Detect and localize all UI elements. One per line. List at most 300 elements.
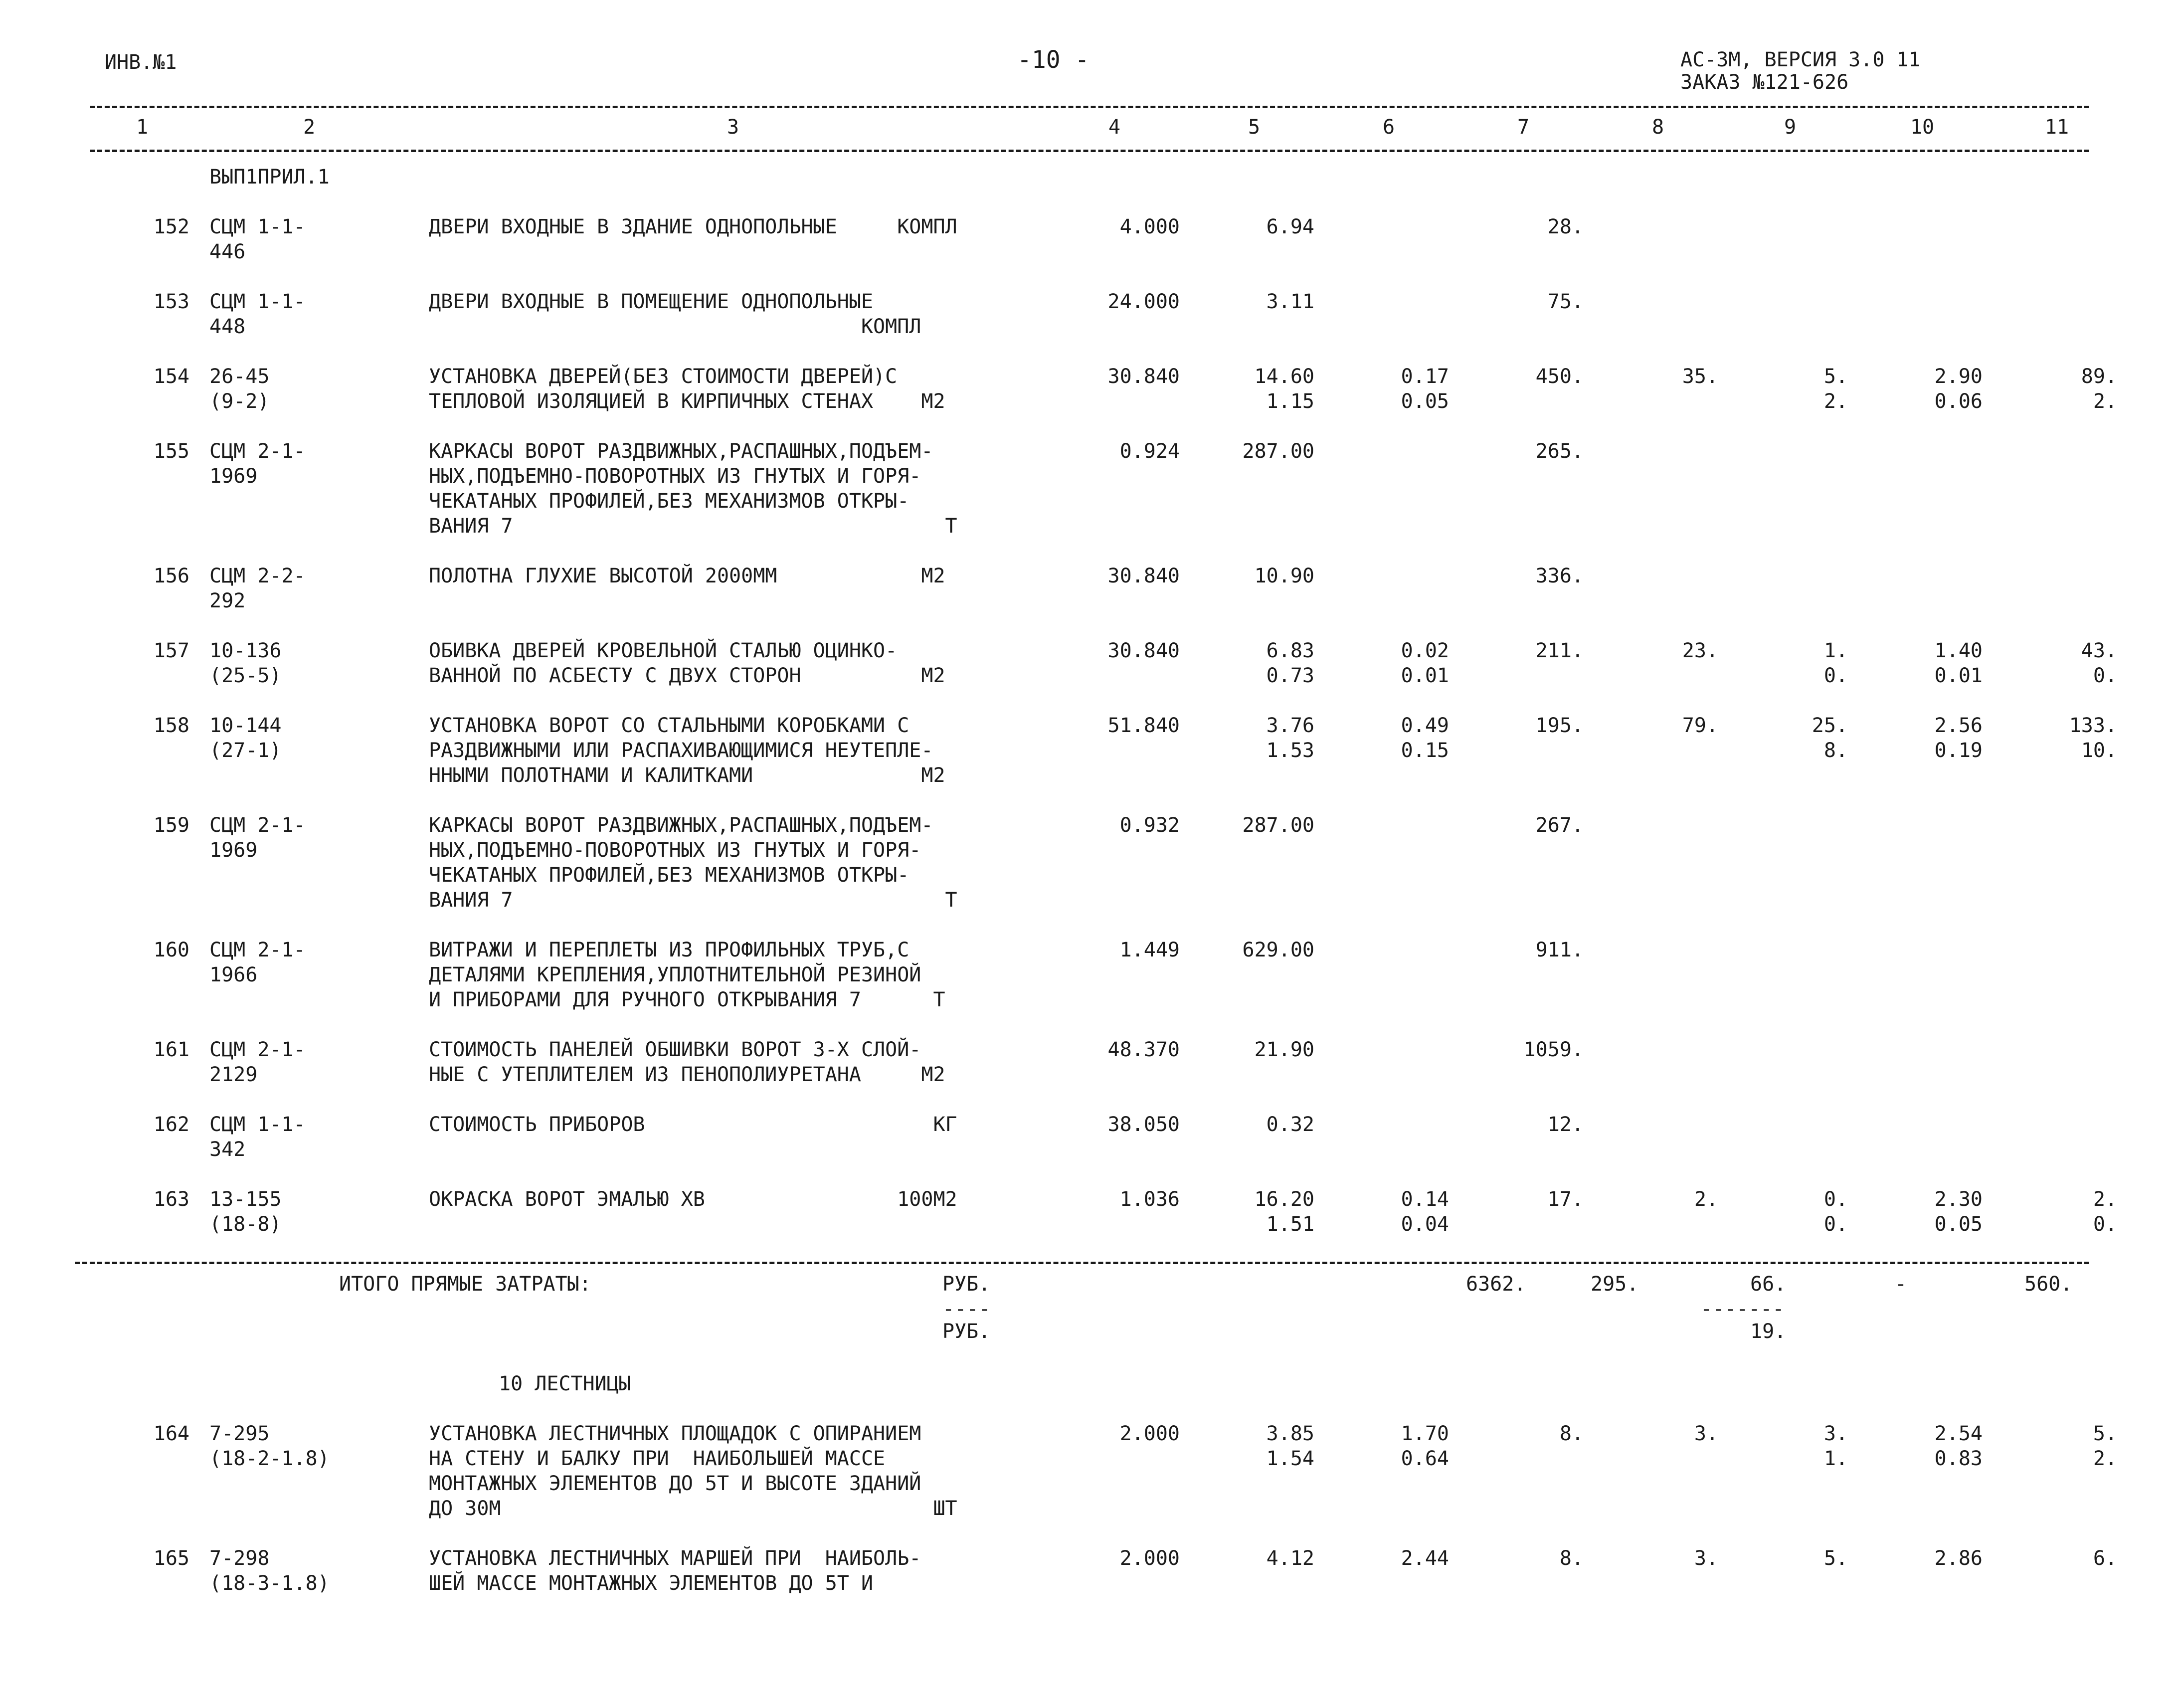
- value-c6b: 0.01: [1401, 664, 1449, 687]
- cell: [1456, 763, 1591, 788]
- top-rule: [90, 106, 2089, 108]
- value-c11b: 10.: [2081, 739, 2117, 762]
- value-c11: [1990, 938, 2124, 962]
- value-c7: 450.: [1535, 365, 1584, 388]
- cell: [1725, 239, 1855, 264]
- quantity: [1042, 389, 1187, 414]
- cell: [1042, 239, 1187, 264]
- table-row: [90, 713, 2117, 738]
- cell: [1456, 239, 1591, 264]
- cell: [1855, 888, 1990, 913]
- value-c9: [1725, 289, 1855, 314]
- value-c7: 17.: [1547, 1188, 1584, 1211]
- work-description: КАРКАСЫ ВОРОТ РАЗДВИЖНЫХ,РАСПАШНЫХ,ПОДЪЕМ-: [429, 440, 933, 463]
- value-c5b: 1.51: [1266, 1213, 1314, 1236]
- value-c7: 1059.: [1523, 1038, 1584, 1061]
- row-number: [90, 1062, 194, 1087]
- cell: [1456, 514, 1591, 539]
- norm-code: СЦМ 2-1-: [209, 939, 306, 961]
- cell: [1591, 514, 1725, 539]
- row-number: [90, 1212, 194, 1237]
- cell: [1855, 489, 1990, 514]
- table-row: [90, 638, 2117, 663]
- value-c10: [1855, 439, 1990, 464]
- value-c6: [1321, 439, 1456, 464]
- cell: [1042, 863, 1187, 888]
- value-c8: [1591, 1446, 1725, 1471]
- table-row: [90, 1112, 2089, 1137]
- value-c10: [1855, 289, 1990, 314]
- cell: [1855, 863, 1990, 888]
- row-number: [90, 663, 194, 688]
- row-number: 159: [153, 814, 189, 837]
- value-c10b: 0.19: [1934, 739, 1983, 762]
- work-description: СТОИМОСТЬ ПРИБОРОВ КГ: [429, 1113, 957, 1136]
- cell: [1456, 165, 1591, 190]
- cell: [1855, 1137, 1990, 1162]
- value-c6b: 0.64: [1401, 1447, 1449, 1470]
- work-description: ВАННОЙ ПО АСБЕСТУ С ДВУХ СТОРОН М2: [429, 664, 945, 687]
- value-c9b: 8.: [1823, 739, 1848, 762]
- quantity: 4.000: [1119, 215, 1180, 238]
- header-rule: [90, 150, 2089, 152]
- norm-code: [194, 1471, 424, 1496]
- table-row: [90, 1421, 2117, 1446]
- value-c7: [1456, 663, 1591, 688]
- cell: [1591, 1371, 1725, 1396]
- totals-rule: [75, 1262, 2089, 1264]
- cell: [1187, 863, 1321, 888]
- quantity: 1.449: [1119, 939, 1180, 961]
- cell: [1990, 239, 2124, 264]
- totals-c9-dashes: -------: [1700, 1298, 1785, 1321]
- value-c9: 1.: [1823, 639, 1848, 662]
- row-number: 162: [153, 1113, 189, 1136]
- value-c5: 3.85: [1266, 1422, 1314, 1445]
- value-c8: 2.: [1694, 1188, 1718, 1211]
- table-row-continuation: [90, 1471, 2089, 1496]
- norm-code: 10-144: [209, 714, 282, 737]
- value-c7: 8.: [1559, 1547, 1584, 1570]
- work-description: УСТАНОВКА ВОРОТ СО СТАЛЬНЫМИ КОРОБКАМИ С: [429, 714, 909, 737]
- table-row-continuation: [90, 763, 2089, 788]
- row-gap: [90, 788, 2089, 813]
- section-label: ВЫП1ПРИЛ.1: [209, 166, 330, 189]
- cell: [1042, 514, 1187, 539]
- table-row-continuation: [90, 1212, 2117, 1237]
- norm-code: (18-8): [209, 1213, 282, 1236]
- column-header: 11: [2044, 116, 2069, 139]
- value-c7: [1456, 389, 1591, 414]
- norm-code: [194, 763, 424, 788]
- totals-c10: -: [1895, 1273, 1907, 1296]
- norm-code: СЦМ 2-1-: [209, 1038, 306, 1061]
- value-c9: [1725, 813, 1855, 838]
- cell: [1187, 1371, 1321, 1396]
- row-gap: [90, 264, 2089, 289]
- table-row-continuation: [90, 838, 2089, 863]
- cell: [1990, 987, 2124, 1012]
- table-row: [90, 1037, 2089, 1062]
- cell: [1725, 1371, 1855, 1396]
- row-number: 161: [153, 1038, 189, 1061]
- cell: [1725, 588, 1855, 613]
- row-number: [90, 962, 194, 987]
- norm-code: (27-1): [209, 739, 282, 762]
- totals-c9: 66.: [1750, 1273, 1787, 1296]
- table-row: [90, 938, 2089, 962]
- value-c7: 265.: [1535, 440, 1584, 463]
- cell: [1042, 1137, 1187, 1162]
- quantity: 24.000: [1107, 290, 1180, 313]
- cell: [1990, 165, 2124, 190]
- column-header: 9: [1784, 116, 1797, 139]
- section-title-row: [90, 1371, 2089, 1396]
- table-row-continuation: [90, 888, 2089, 913]
- cell: [1321, 962, 1456, 987]
- cell: [1321, 1137, 1456, 1162]
- value-c6: 0.02: [1401, 639, 1449, 662]
- cell: [1725, 987, 1855, 1012]
- cell: [1725, 888, 1855, 913]
- norm-code: [194, 888, 424, 913]
- work-description: КАРКАСЫ ВОРОТ РАЗДВИЖНЫХ,РАСПАШНЫХ,ПОДЪЕМ-: [429, 814, 933, 837]
- table-row-continuation: [90, 987, 2089, 1012]
- row-number: [90, 1571, 194, 1596]
- cell: [1591, 165, 1725, 190]
- norm-code: 10-136: [209, 639, 282, 662]
- cell: [1591, 1571, 1725, 1596]
- row-number: [90, 1471, 194, 1496]
- value-c10: 2.90: [1934, 365, 1983, 388]
- cell: [1042, 489, 1187, 514]
- cell: [1591, 1062, 1725, 1087]
- cell: [1321, 314, 1456, 339]
- cell: [1591, 863, 1725, 888]
- value-c6: [1321, 813, 1456, 838]
- norm-code: 7-295: [209, 1422, 270, 1445]
- cell: [1855, 763, 1990, 788]
- row-gap: [90, 1237, 2089, 1262]
- value-c7: 211.: [1535, 639, 1584, 662]
- work-description: ЧЕКАТАНЫХ ПРОФИЛЕЙ,БЕЗ МЕХАНИЗМОВ ОТКРЫ-: [429, 490, 909, 513]
- norm-code: [194, 863, 424, 888]
- value-c5: 6.83: [1266, 639, 1314, 662]
- cell: [1456, 489, 1591, 514]
- table-row-continuation: [90, 738, 2117, 763]
- page-number: -10 -: [1017, 46, 1090, 74]
- value-c7: 12.: [1547, 1113, 1584, 1136]
- cell: [1456, 863, 1591, 888]
- value-c5: 10.90: [1254, 565, 1314, 587]
- value-c6: [1321, 564, 1456, 588]
- quantity: 2.000: [1119, 1422, 1180, 1445]
- cell: [1990, 1371, 2124, 1396]
- totals-label: ИТОГО ПРЯМЫЕ ЗАТРАТЫ:: [339, 1273, 591, 1296]
- cell: [1456, 464, 1591, 489]
- value-c11: 43.: [2081, 639, 2117, 662]
- section-label-row: [90, 165, 2089, 190]
- cell: [1855, 1496, 1990, 1521]
- table-row-continuation: [90, 588, 2089, 613]
- cell: [1990, 314, 2124, 339]
- value-c6: [1321, 214, 1456, 239]
- value-c7: 911.: [1535, 939, 1584, 961]
- value-c10b: 0.05: [1934, 1213, 1983, 1236]
- cell: [1591, 489, 1725, 514]
- totals-c7: 6362.: [1466, 1273, 1526, 1296]
- norm-code: (25-5): [209, 664, 282, 687]
- value-c5: 3.11: [1266, 290, 1314, 313]
- cell: [1591, 962, 1725, 987]
- row-number: 155: [153, 440, 189, 463]
- table-row: [90, 214, 2089, 239]
- value-c8: [1591, 214, 1725, 239]
- value-c10: [1855, 214, 1990, 239]
- value-c11: 89.: [2081, 365, 2117, 388]
- cell: [1187, 588, 1321, 613]
- totals-unit-2: РУБ.: [942, 1320, 991, 1343]
- value-c11b: 2.: [2093, 1447, 2117, 1470]
- cell: [194, 1371, 424, 1396]
- column-header: 10: [1910, 116, 1935, 139]
- row-number: 153: [153, 290, 189, 313]
- column-header: 5: [1248, 116, 1261, 139]
- value-c8: [1591, 1037, 1725, 1062]
- value-c8: [1591, 1212, 1725, 1237]
- cell: [1456, 588, 1591, 613]
- value-c11: [1990, 813, 2124, 838]
- work-description: НЫХ,ПОДЪЕМНО-ПОВОРОТНЫХ ИЗ ГНУТЫХ И ГОРЯ-: [429, 465, 921, 488]
- norm-code: (9-2): [209, 390, 270, 413]
- cell: [1321, 588, 1456, 613]
- work-description: ДО 30М ШТ: [429, 1497, 957, 1520]
- cell: [1456, 1571, 1591, 1596]
- cell: [1855, 314, 1990, 339]
- cell: [1321, 489, 1456, 514]
- cell: [1990, 888, 2124, 913]
- work-description: [424, 1137, 1042, 1162]
- norm-code: [194, 489, 424, 514]
- cell: [1187, 987, 1321, 1012]
- cell: [1187, 1062, 1321, 1087]
- value-c8: 35.: [1682, 365, 1718, 388]
- row-gap: [90, 414, 2089, 439]
- value-c11: 133.: [2069, 714, 2117, 737]
- cell: [1855, 239, 1990, 264]
- cell: [1042, 962, 1187, 987]
- cell: [1855, 838, 1990, 863]
- row-number: [90, 1446, 194, 1471]
- quantity: 0.932: [1119, 814, 1180, 837]
- cell: [1187, 1471, 1321, 1496]
- work-description: [424, 588, 1042, 613]
- value-c10: 2.56: [1934, 714, 1983, 737]
- totals-block: [90, 1262, 2089, 1371]
- value-c5: 21.90: [1254, 1038, 1314, 1061]
- value-c10: [1855, 564, 1990, 588]
- value-c8: [1591, 389, 1725, 414]
- row-number: [90, 1496, 194, 1521]
- norm-code: СЦМ 1-1-: [209, 1113, 306, 1136]
- table-row-continuation: [90, 239, 2089, 264]
- work-description: УСТАНОВКА ЛЕСТНИЧНЫХ МАРШЕЙ ПРИ НАИБОЛЬ-: [429, 1547, 921, 1570]
- value-c10b: 0.01: [1934, 664, 1983, 687]
- cell: [1456, 962, 1591, 987]
- cell: [1321, 1062, 1456, 1087]
- quantity: 30.840: [1107, 565, 1180, 587]
- value-c11b: 0.: [2093, 1213, 2117, 1236]
- row-gap: [90, 339, 2089, 364]
- quantity: [1042, 1446, 1187, 1471]
- value-c8: 79.: [1682, 714, 1718, 737]
- cell: [1456, 1137, 1591, 1162]
- cell: [1725, 1496, 1855, 1521]
- value-c6: 0.49: [1401, 714, 1449, 737]
- value-c5: 287.00: [1242, 440, 1314, 463]
- cell: [1456, 987, 1591, 1012]
- work-description: ОБИВКА ДВЕРЕЙ КРОВЕЛЬНОЙ СТАЛЬЮ ОЦИНКО-: [429, 639, 898, 662]
- norm-code: 26-45: [209, 365, 270, 388]
- cell: [1042, 1062, 1187, 1087]
- cell: [1321, 1496, 1456, 1521]
- column-header: 8: [1651, 116, 1664, 139]
- row-number: [90, 1137, 194, 1162]
- quantity: 1.036: [1119, 1188, 1180, 1211]
- work-description: И ПРИБОРАМИ ДЛЯ РУЧНОГО ОТКРЫВАНИЯ 7 Т: [429, 988, 945, 1011]
- column-header: 1: [136, 116, 149, 139]
- row-number: [90, 838, 194, 863]
- work-description: ДВЕРИ ВХОДНЫЕ В ПОМЕЩЕНИЕ ОДНОПОЛЬНЫЕ: [429, 290, 874, 313]
- value-c6b: 0.05: [1401, 390, 1449, 413]
- cell: [1042, 1571, 1187, 1596]
- value-c6: [1321, 938, 1456, 962]
- quantity: 30.840: [1107, 639, 1180, 662]
- table-row: [90, 364, 2117, 389]
- cell: [1591, 239, 1725, 264]
- value-c10: 2.86: [1934, 1547, 1983, 1570]
- cell: [1725, 1471, 1855, 1496]
- cell: [1187, 763, 1321, 788]
- value-c10b: 0.06: [1934, 390, 1983, 413]
- cell: [1456, 1062, 1591, 1087]
- program-version: АС-3М, ВЕРСИЯ 3.0 11: [1680, 48, 1921, 71]
- value-c11: [1990, 1112, 2124, 1137]
- norm-code: [194, 987, 424, 1012]
- cell: [1725, 763, 1855, 788]
- norm-code: (18-2-1.8): [209, 1447, 330, 1470]
- cell: [1990, 1571, 2124, 1596]
- cell: [1456, 888, 1591, 913]
- row-gap: [90, 1087, 2089, 1112]
- norm-code: 1969: [209, 839, 258, 862]
- table-row: [90, 813, 2089, 838]
- value-c8: 3.: [1694, 1422, 1718, 1445]
- value-c11: 2.: [2093, 1188, 2117, 1211]
- cell: [1321, 888, 1456, 913]
- value-c5: 0.32: [1266, 1113, 1314, 1136]
- value-c6: [1321, 1112, 1456, 1137]
- work-description: УСТАНОВКА ЛЕСТНИЧНЫХ ПЛОЩАДОК С ОПИРАНИЕМ: [429, 1422, 921, 1445]
- cell: [1990, 1137, 2124, 1162]
- value-c9: [1725, 564, 1855, 588]
- work-description: ННЫМИ ПОЛОТНАМИ И КАЛИТКАМИ М2: [429, 764, 945, 787]
- work-description: ДВЕРИ ВХОДНЫЕ В ЗДАНИЕ ОДНОПОЛЬНЫЕ КОМПЛ: [429, 215, 957, 238]
- work-description: ВИТРАЖИ И ПЕРЕПЛЕТЫ ИЗ ПРОФИЛЬНЫХ ТРУБ,С: [429, 939, 909, 961]
- row-number: [90, 588, 194, 613]
- table-row-continuation: [90, 1137, 2089, 1162]
- norm-code: СЦМ 2-1-: [209, 814, 306, 837]
- value-c6b: 0.15: [1401, 739, 1449, 762]
- cell: [1990, 962, 2124, 987]
- value-c8: [1591, 564, 1725, 588]
- value-c10: 1.40: [1934, 639, 1983, 662]
- table-row: [90, 439, 2089, 464]
- work-description: [424, 239, 1042, 264]
- order-number: ЗАКАЗ №121-626: [1680, 71, 1849, 94]
- section-title: 10 ЛЕСТНИЦЫ: [499, 1372, 631, 1395]
- table-row-continuation: [90, 663, 2117, 688]
- value-c10: 2.30: [1934, 1188, 1983, 1211]
- totals-unit: РУБ.: [942, 1273, 991, 1296]
- cell: [1042, 1496, 1187, 1521]
- value-c8: 3.: [1694, 1547, 1718, 1570]
- work-description: [424, 1212, 1042, 1237]
- value-c6: [1321, 289, 1456, 314]
- work-description: МОНТАЖНЫХ ЭЛЕМЕНТОВ ДО 5Т И ВЫСОТЕ ЗДАНИЙ: [429, 1472, 921, 1495]
- value-c6b: 0.04: [1401, 1213, 1449, 1236]
- cell: [1725, 1062, 1855, 1087]
- row-number: [90, 489, 194, 514]
- cell: [1855, 514, 1990, 539]
- table-row-continuation: [90, 464, 2089, 489]
- cell: [1591, 763, 1725, 788]
- work-description: ШЕЙ МАССЕ МОНТАЖНЫХ ЭЛЕМЕНТОВ ДО 5Т И: [429, 1572, 874, 1595]
- row-gap: [90, 1162, 2089, 1187]
- cell: [1321, 987, 1456, 1012]
- value-c8: [1591, 663, 1725, 688]
- column-header: 7: [1517, 116, 1530, 139]
- cell: [1187, 838, 1321, 863]
- table-row-continuation: [90, 1496, 2089, 1521]
- cell: [1187, 962, 1321, 987]
- value-c10: 2.54: [1934, 1422, 1983, 1445]
- totals-c8: 295.: [1591, 1273, 1639, 1296]
- work-description: НА СТЕНУ И БАЛКУ ПРИ НАИБОЛЬШЕЙ МАССЕ: [429, 1447, 886, 1470]
- cell: [1855, 987, 1990, 1012]
- inventory-label: ИНВ.№1: [105, 51, 177, 74]
- table-row-continuation: [90, 863, 2089, 888]
- cell: [1321, 1471, 1456, 1496]
- norm-code: 2129: [209, 1063, 258, 1086]
- cell: [1855, 165, 1990, 190]
- value-c8: 23.: [1682, 639, 1718, 662]
- value-c8: [1591, 439, 1725, 464]
- row-number: 165: [153, 1547, 189, 1570]
- cell: [1042, 464, 1187, 489]
- cell: [1990, 838, 2124, 863]
- value-c9: 0.: [1823, 1188, 1848, 1211]
- value-c9b: 0.: [1823, 664, 1848, 687]
- cell: [1456, 1371, 1591, 1396]
- work-description: УСТАНОВКА ДВЕРЕЙ(БЕЗ СТОИМОСТИ ДВЕРЕЙ)С: [429, 365, 898, 388]
- cell: [1725, 838, 1855, 863]
- work-description: ТЕПЛОВОЙ ИЗОЛЯЦИЕЙ В КИРПИЧНЫХ СТЕНАХ М2: [429, 390, 945, 413]
- norm-code: 292: [209, 589, 246, 612]
- value-c11: 6.: [2093, 1547, 2117, 1570]
- cell: [1321, 239, 1456, 264]
- value-c8: [1591, 938, 1725, 962]
